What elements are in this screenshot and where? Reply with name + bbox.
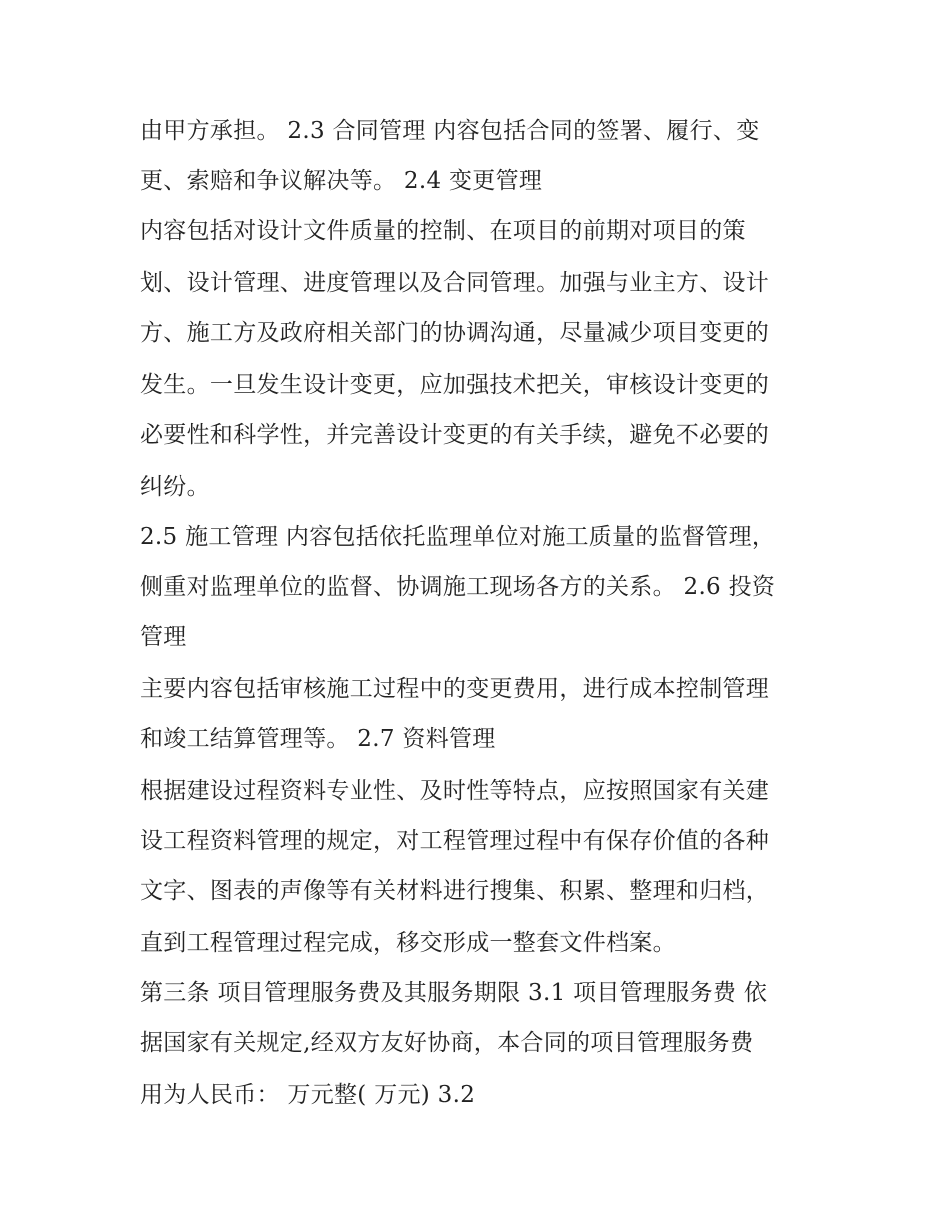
text-line: 管理 (140, 624, 187, 650)
text-line: 据国家有关规定,经双方友好协商，本合同的项目管理服务费 (140, 1030, 754, 1056)
text-line: 必要性和科学性，并完善设计变更的有关手续，避免不必要的 (140, 422, 770, 448)
text-line: 纠纷。 (140, 474, 210, 500)
text-line: 根据建设过程资料专业性、及时性等特点，应按照国家有关建 (140, 778, 770, 804)
text-line: 直到工程管理过程完成，移交形成一整套文件档案。 (140, 930, 676, 956)
text-line: 第三条 项目管理服务费及其服务期限 3.1 项目管理服务费 依 (140, 980, 768, 1006)
text-line: 划、设计管理、进度管理以及合同管理。加强与业主方、设计 (140, 270, 770, 296)
text-line: 2.5 施工管理 内容包括依托监理单位对施工质量的监督管理， (140, 524, 776, 550)
text-line: 由甲方承担。 2.3 合同管理 内容包括合同的签署、履行、变 (140, 118, 760, 144)
text-line: 侧重对监理单位的监督、协调施工现场各方的关系。 2.6 投资 (140, 574, 776, 600)
text-line: 更、索赔和争议解决等。 2.4 变更管理 (140, 168, 543, 194)
text-line: 方、施工方及政府相关部门的协调沟通，尽量减少项目变更的 (140, 320, 770, 346)
text-line: 文字、图表的声像等有关材料进行搜集、积累、整理和归档， (140, 878, 770, 904)
text-line: 内容包括对设计文件质量的控制、在项目的前期对项目的策 (140, 218, 746, 244)
text-line: 用为人民币： 万元整( 万元) 3.2 (140, 1082, 476, 1108)
text-line: 和竣工结算管理等。 2.7 资料管理 (140, 726, 496, 752)
text-line: 发生。一旦发生设计变更，应加强技术把关，审核设计变更的 (140, 372, 770, 398)
text-line: 主要内容包括审核施工过程中的变更费用，进行成本控制管理 (140, 676, 770, 702)
text-line: 设工程资料管理的规定，对工程管理过程中有保存价值的各种 (140, 828, 770, 854)
